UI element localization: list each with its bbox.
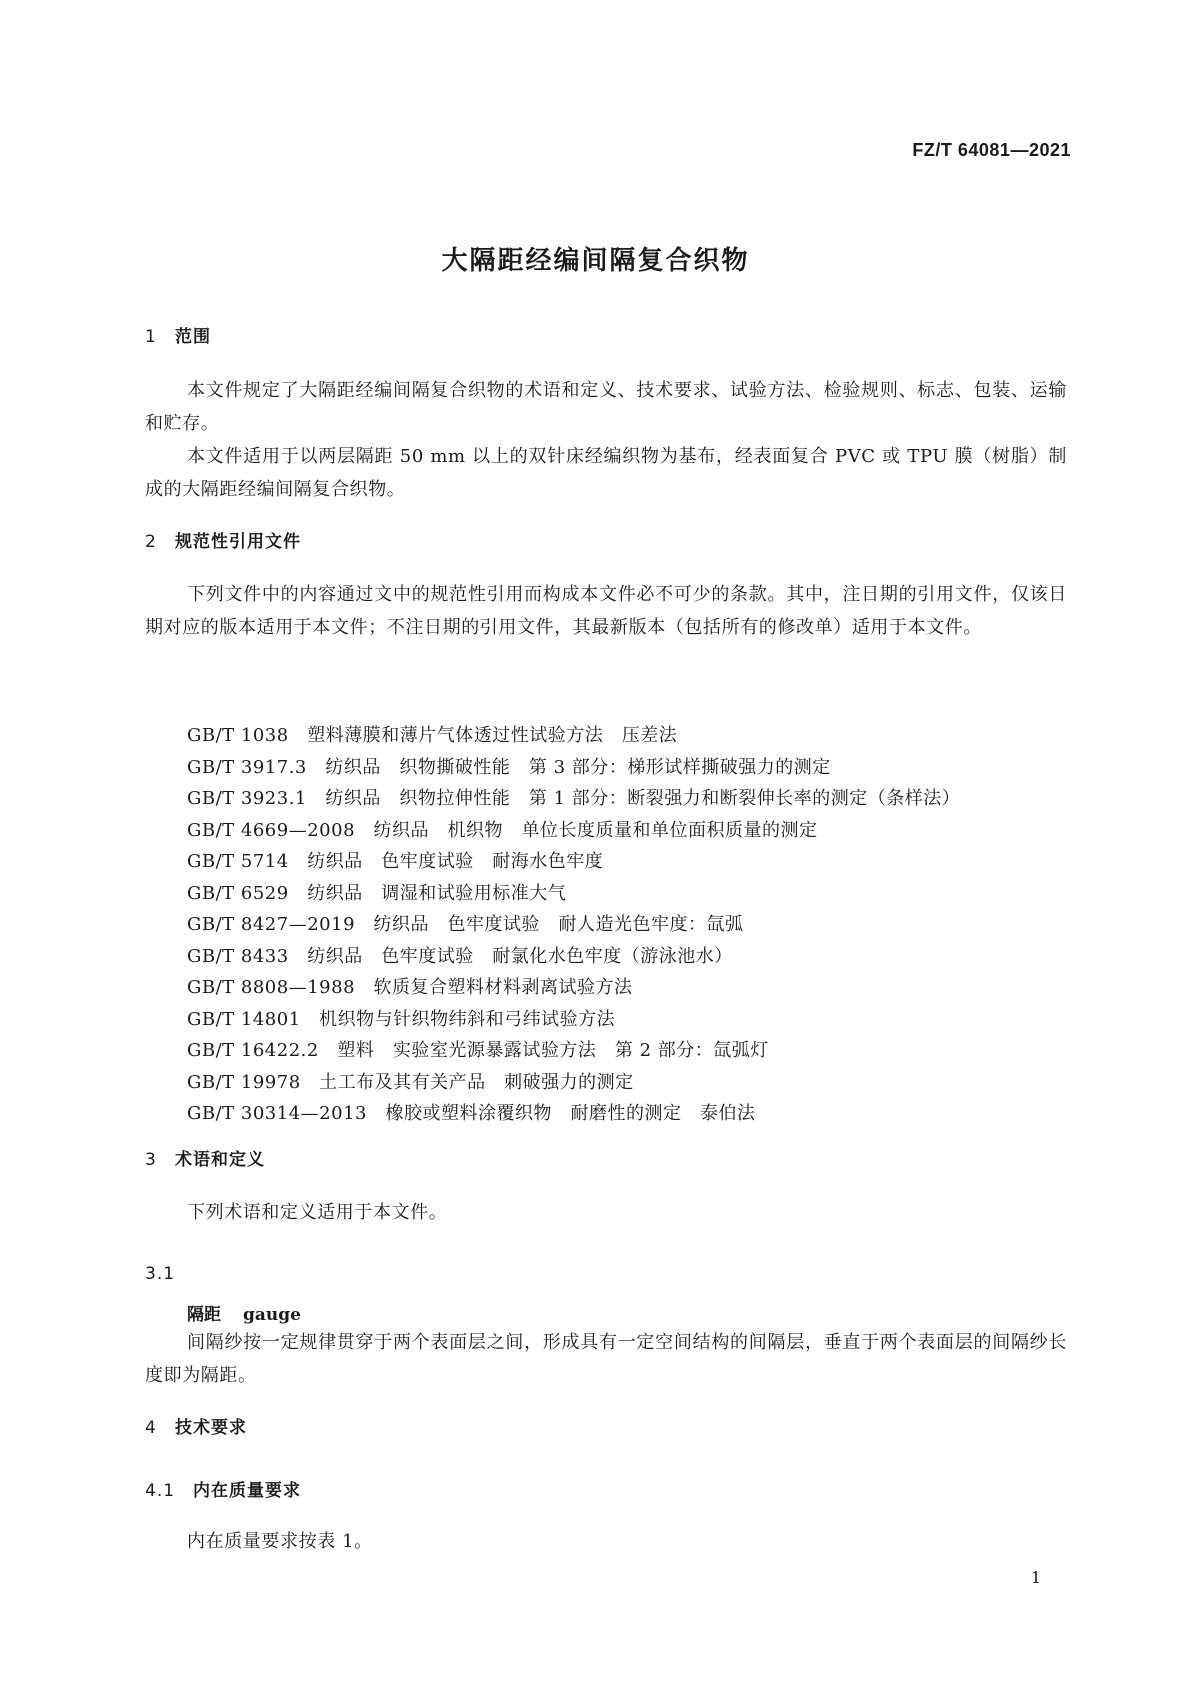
- term-3-1-number: 3.1: [145, 1264, 176, 1284]
- reference-title: 纺织品 色牢度试验 耐氯化水色牢度（游泳池水）: [307, 945, 733, 967]
- section-2-title: 规范性引用文件: [175, 532, 301, 552]
- section-4-1-title: 内在质量要求: [193, 1481, 301, 1501]
- reference-title: 软质复合塑料材料剥离试验方法: [373, 977, 633, 998]
- section-1-title: 范围: [175, 327, 211, 347]
- reference-title: 塑料 实验室光源暴露试验方法 第 2 部分：氙弧灯: [337, 1040, 769, 1061]
- reference-item: [187, 909, 960, 941]
- reference-item: [187, 941, 960, 973]
- reference-title: 机织物与针织物纬斜和弓纬试验方法: [319, 1008, 616, 1030]
- reference-title: 土工布及其有关产品 刺破强力的测定: [319, 1071, 634, 1093]
- reference-code: GB/T 16422.2: [187, 1040, 319, 1061]
- section-3-heading: [145, 1145, 265, 1170]
- term-chinese: 隔距: [187, 1305, 221, 1325]
- reference-code: GB/T 8808—1988: [187, 977, 356, 998]
- reference-title: 塑料薄膜和薄片气体透过性试验方法 压差法: [307, 725, 678, 746]
- reference-code: GB/T 3923.1: [187, 788, 307, 809]
- section-3-title: 术语和定义: [175, 1150, 265, 1170]
- reference-title: 纺织品 机织物 单位长度质量和单位面积质量的测定: [373, 819, 818, 841]
- reference-code: GB/T 14801: [187, 1008, 301, 1030]
- reference-item: [187, 1067, 960, 1099]
- reference-title: 橡胶或塑料涂覆织物 耐磨性的测定 泰伯法: [385, 1103, 756, 1124]
- section-4-1-text: 内在质量要求按表 1。: [187, 1531, 373, 1552]
- reference-item: [187, 878, 960, 910]
- reference-list: [187, 720, 960, 1130]
- section-2-heading: [145, 527, 301, 552]
- term-definition: 间隔纱按一定规律贯穿于两个表面层之间，形成具有一定空间结构的间隔层，垂直于两个表面层的间隔纱长度即为隔距。: [145, 1332, 1067, 1386]
- document-title: 大隔距经编间隔复合织物: [441, 246, 750, 276]
- reference-item: [187, 815, 960, 847]
- section-2-intro: 下列文件中的内容通过文中的规范性引用而构成本文件必不可少的条款。其中，注日期的引用文件，仅该日期对应的版本适用于本文件；不注日期的引用文件，其最新版本（包括所有的修改单）适用于本文件。: [145, 584, 1067, 638]
- reference-code: GB/T 8427—2019: [187, 914, 356, 935]
- term-english: gauge: [243, 1305, 301, 1325]
- section-2-number: 2: [145, 532, 157, 552]
- reference-code: GB/T 19978: [187, 1071, 301, 1093]
- term-number: [145, 1264, 175, 1284]
- reference-item: [187, 1035, 960, 1067]
- reference-item: [187, 783, 960, 815]
- reference-item: [187, 1004, 960, 1036]
- section-4-heading: [145, 1413, 247, 1438]
- reference-title: 纺织品 调湿和试验用标准大气: [307, 882, 567, 904]
- reference-title: 纺织品 色牢度试验 耐海水色牢度: [307, 851, 604, 872]
- section-4-title: 技术要求: [175, 1418, 247, 1438]
- reference-title: 纺织品 织物撕破性能 第 3 部分：梯形试样撕破强力的测定: [325, 756, 831, 778]
- reference-item: [187, 972, 960, 1004]
- section-1-paragraph-1: 本文件规定了大隔距经编间隔复合织物的术语和定义、技术要求、试验方法、检验规则、标志、包装、运输和贮存。: [145, 380, 1067, 434]
- section-3-number: 3: [145, 1150, 157, 1170]
- section-1-number: 1: [145, 327, 157, 347]
- reference-item: [187, 846, 960, 878]
- reference-code: GB/T 4669—2008: [187, 819, 356, 841]
- reference-code: GB/T 1038: [187, 725, 289, 746]
- reference-item: [187, 752, 960, 784]
- term-entry: [187, 1300, 301, 1325]
- reference-code: GB/T 6529: [187, 882, 289, 904]
- section-1-heading: [145, 322, 211, 347]
- reference-code: GB/T 3917.3: [187, 756, 307, 778]
- reference-item: [187, 720, 960, 752]
- section-3-intro: 下列术语和定义适用于本文件。: [187, 1202, 448, 1223]
- reference-item: [187, 1098, 960, 1130]
- reference-code: GB/T 8433: [187, 945, 289, 967]
- section-4-1-heading: [145, 1476, 301, 1501]
- standard-code: FZ/T 64081—2021: [912, 140, 1071, 160]
- reference-code: GB/T 30314—2013: [187, 1103, 367, 1124]
- page-number: 1: [1030, 1568, 1041, 1587]
- reference-code: GB/T 5714: [187, 851, 289, 872]
- section-1-paragraph-2: 本文件适用于以两层隔距 50 mm 以上的双针床经编织物为基布，经表面复合 PVC 或 TPU 膜（树脂）制成的大隔距经编间隔复合织物。: [145, 446, 1067, 500]
- reference-title: 纺织品 织物拉伸性能 第 1 部分：断裂强力和断裂伸长率的测定（条样法）: [325, 788, 961, 809]
- section-4-number: 4: [145, 1418, 157, 1438]
- section-4-1-number: 4.1: [145, 1481, 176, 1501]
- reference-title: 纺织品 色牢度试验 耐人造光色牢度：氙弧: [373, 914, 744, 935]
